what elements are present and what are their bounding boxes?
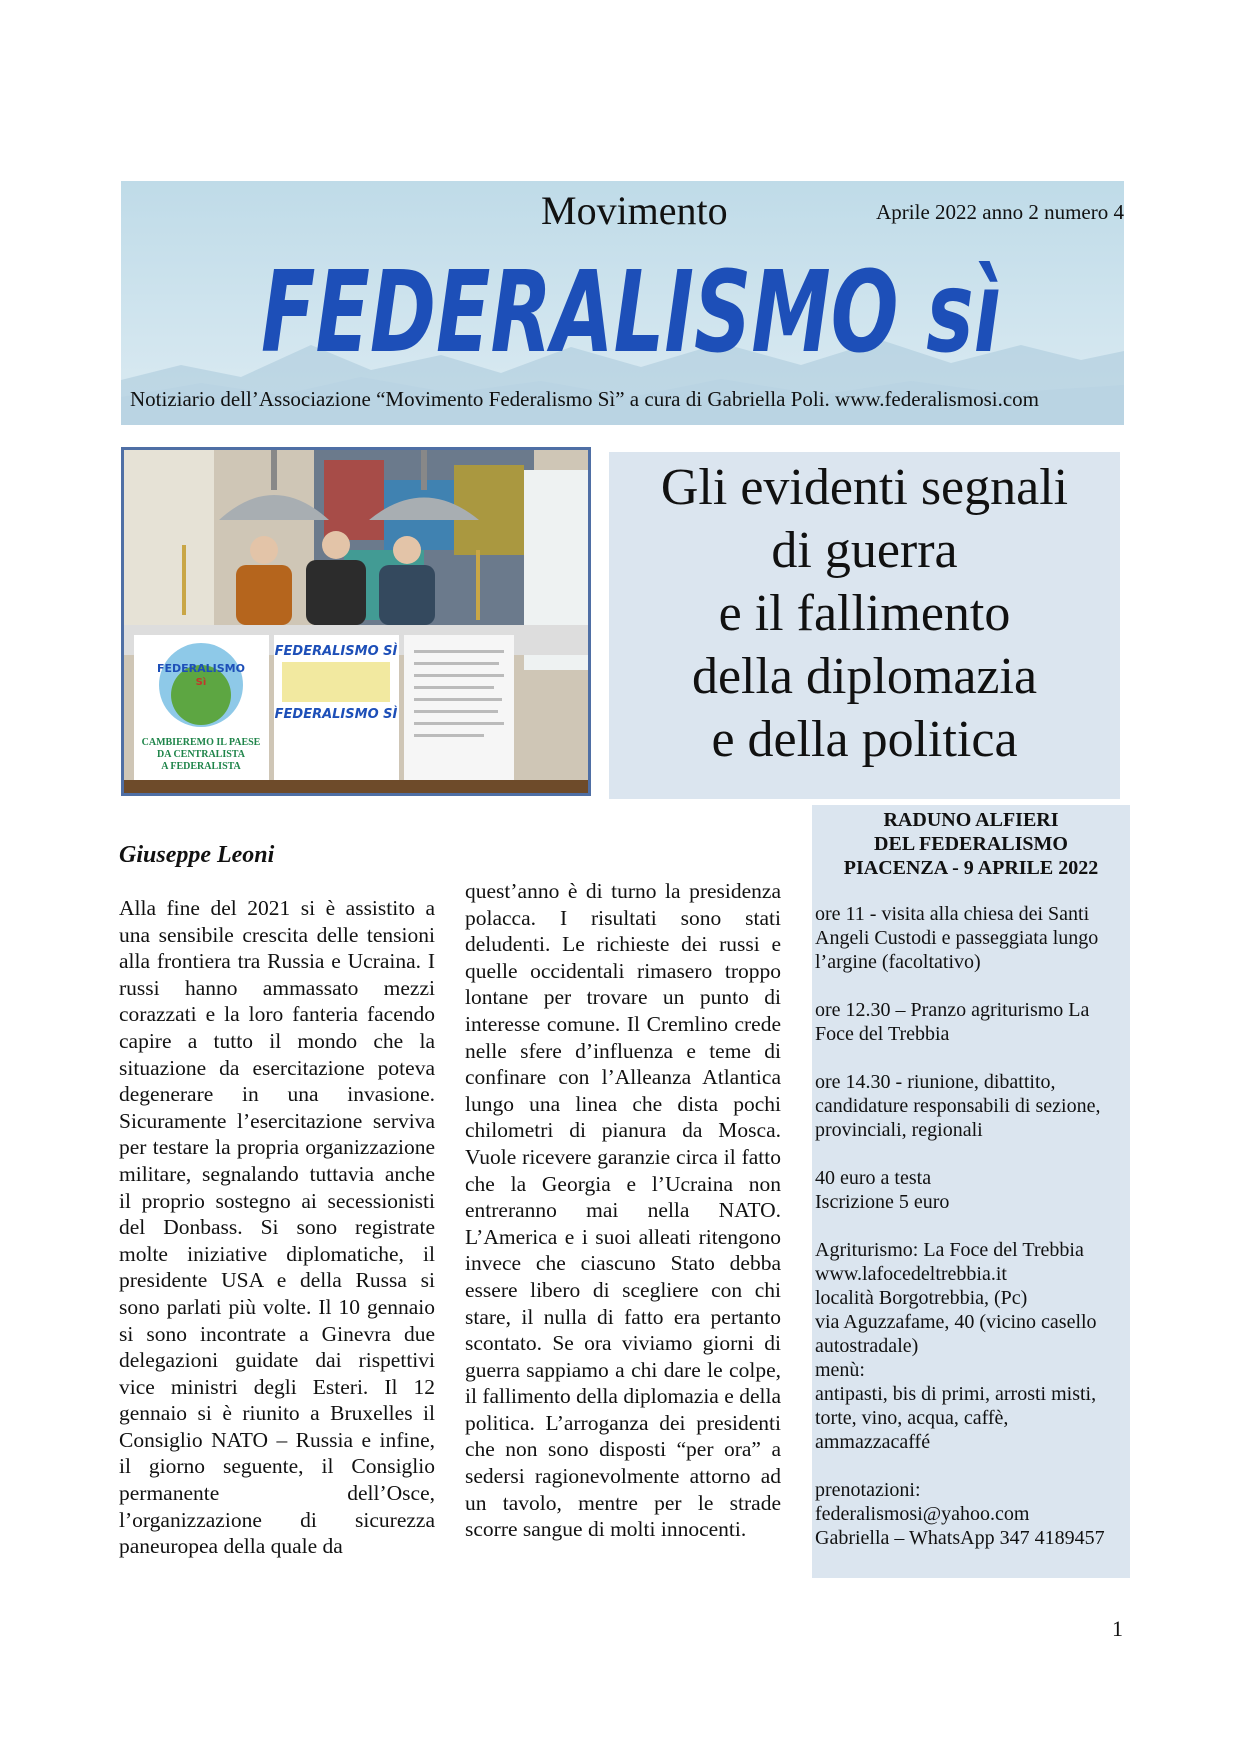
event-venue	[815, 1238, 1126, 1454]
event-line: antipasti, bis di primi, arrosti misti,	[815, 1383, 1097, 1405]
article-column-1: Alla fine del 2021 si è assistito a una sensibile crescita delle tensioni alla frontiera tra Russia e Ucraina. I russi hanno ammassato mezzi corazzati e la loro fanteria facendo capire a tutto il mondo che la situazione da esercitazione poteva degenerare in una invasione. Sicuramente l’esercitazione serviva per testare la propria organizzazione militare, segnalando tuttavia anche il proprio sostegno ai secessionisti del Donbass. Si sono registrate molte iniziative diplomatiche, il presidente USA e della Russa si sono parlati più volte. Il 10 gennaio si sono incontrate a Ginevra due delegazioni guidate dai rispettivi vice ministri degli Esteri. Il 12 gennaio si è riunito a Bruxelles il Consiglio NATO – Russia e infine, il giorno seguente, il Consiglio permanente dell’Osce, l’organizzazione di sicurezza paneuropea della quale da	[119, 896, 435, 1559]
article-author: Giuseppe Leoni	[119, 842, 275, 868]
meeting-photo	[121, 447, 591, 796]
event-schedule-morning	[815, 902, 1126, 974]
logo-text: FEDERALISMO sì	[261, 248, 1001, 378]
issue-info: Aprile 2022 anno 2 numero 4	[876, 200, 1124, 224]
headline-box	[609, 452, 1120, 799]
event-line: Angeli Custodi e passeggiata lungo	[815, 927, 1099, 949]
banner-logo: FEDERALISMO	[157, 662, 245, 675]
event-line: candidature responsabili di sezione,	[815, 1095, 1101, 1117]
event-line: provinciali, regionali	[815, 1119, 983, 1141]
event-line: ore 14.30 - riunione, dibattito,	[815, 1071, 1056, 1093]
event-line: località Borgotrebbia, (Pc)	[815, 1287, 1028, 1309]
booking-email-link[interactable]: federalismosi@yahoo.com	[815, 1503, 1030, 1525]
page-number: 1	[1112, 1616, 1123, 1641]
masthead	[121, 181, 1124, 425]
event-heading-line: PIACENZA - 9 APRILE 2022	[843, 857, 1099, 879]
event-line: l’argine (facoltativo)	[815, 951, 981, 973]
masthead-kicker: Movimento	[541, 188, 728, 233]
banner-line-3: A FEDERALISTA	[161, 761, 241, 772]
banner-mid-title: FEDERALISMO SÌ	[274, 644, 398, 659]
event-heading-line: DEL FEDERALISMO	[874, 833, 1068, 855]
event-line: ore 11 - visita alla chiesa dei Santi	[815, 903, 1090, 925]
banner-line-2: DA CENTRALISTA	[157, 749, 245, 760]
event-line: torte, vino, acqua, caffè,	[815, 1407, 1009, 1429]
event-line: Agriturismo: La Foce del Trebbia	[815, 1239, 1084, 1261]
headline-line: e il fallimento	[718, 585, 1011, 642]
banner-mid-title-2: FEDERALISMO SÌ	[274, 707, 398, 722]
event-line: Iscrizione 5 euro	[815, 1191, 950, 1213]
event-line: autostradale)	[815, 1335, 919, 1357]
banner-logo-si: Sì	[195, 677, 207, 688]
event-body	[815, 902, 1126, 1574]
headline-line: della diplomazia	[691, 648, 1038, 705]
masthead-subtitle: Notiziario dell’Associazione “Movimento Federalismo Sì” a cura di Gabriella Poli. www.federalismosi.com	[130, 387, 1039, 411]
banner-line-1: CAMBIEREMO IL PAESE	[141, 737, 261, 748]
venue-link[interactable]: www.lafocedeltrebbia.it	[815, 1263, 1007, 1285]
event-schedule-meeting	[815, 1070, 1126, 1142]
event-line: Gabriella – WhatsApp 347 4189457	[815, 1527, 1105, 1549]
headline-line: Gli evidenti segnali	[660, 459, 1069, 516]
event-heading-line: RADUNO ALFIERI	[883, 809, 1059, 831]
meeting-photo-image	[124, 450, 588, 793]
event-schedule-lunch	[815, 998, 1126, 1046]
article-column-2: quest’anno è di turno la presidenza polacca. I risultati sono stati deludenti. Le richieste dei russi e quelle occidentali rimasero troppo lontane per trovare un punto di interesse comune. Il Cremlino crede nelle sfere d’influenza e teme di confinare con l’Alleanza Atlantica lungo una linea che dista pochi chilometri di pianura da Mosca. Vuole ricevere garanzie circa il fatto che la Georgia e l’Ucraina non entreranno mai nella NATO. L’America e i suoi alleati ritengono invece che ciascuno Stato debba essere libero di scegliere con chi stare, il nulla di fatto era pertanto scontato. Se ora viviamo giorni di guerra sappiamo a chi dare le colpe, il fallimento della diplomazia e della politica. L’arroganza dei presidenti che non sono disposti “per ora” a sedersi ragionevolmente attorno ad un tavolo, mentre per le strade scorre sangue di molti innocenti.	[465, 879, 781, 1542]
event-line: via Aguzzafame, 40 (vicino casello	[815, 1311, 1097, 1333]
headline	[609, 456, 1120, 771]
event-box	[812, 805, 1130, 1578]
event-line: ore 12.30 – Pranzo agriturismo La	[815, 999, 1090, 1021]
headline-line: di guerra	[771, 522, 958, 579]
event-line: ammazzacaffé	[815, 1431, 931, 1453]
event-line: 40 euro a testa	[815, 1167, 932, 1189]
headline-line: e della politica	[711, 711, 1018, 768]
event-line: menù:	[815, 1359, 865, 1381]
event-line: prenotazioni:	[815, 1479, 921, 1501]
federalismo-logo	[261, 233, 1001, 378]
event-booking	[815, 1478, 1126, 1550]
event-prices	[815, 1166, 1126, 1214]
event-heading	[812, 808, 1130, 880]
event-line: Foce del Trebbia	[815, 1023, 950, 1045]
